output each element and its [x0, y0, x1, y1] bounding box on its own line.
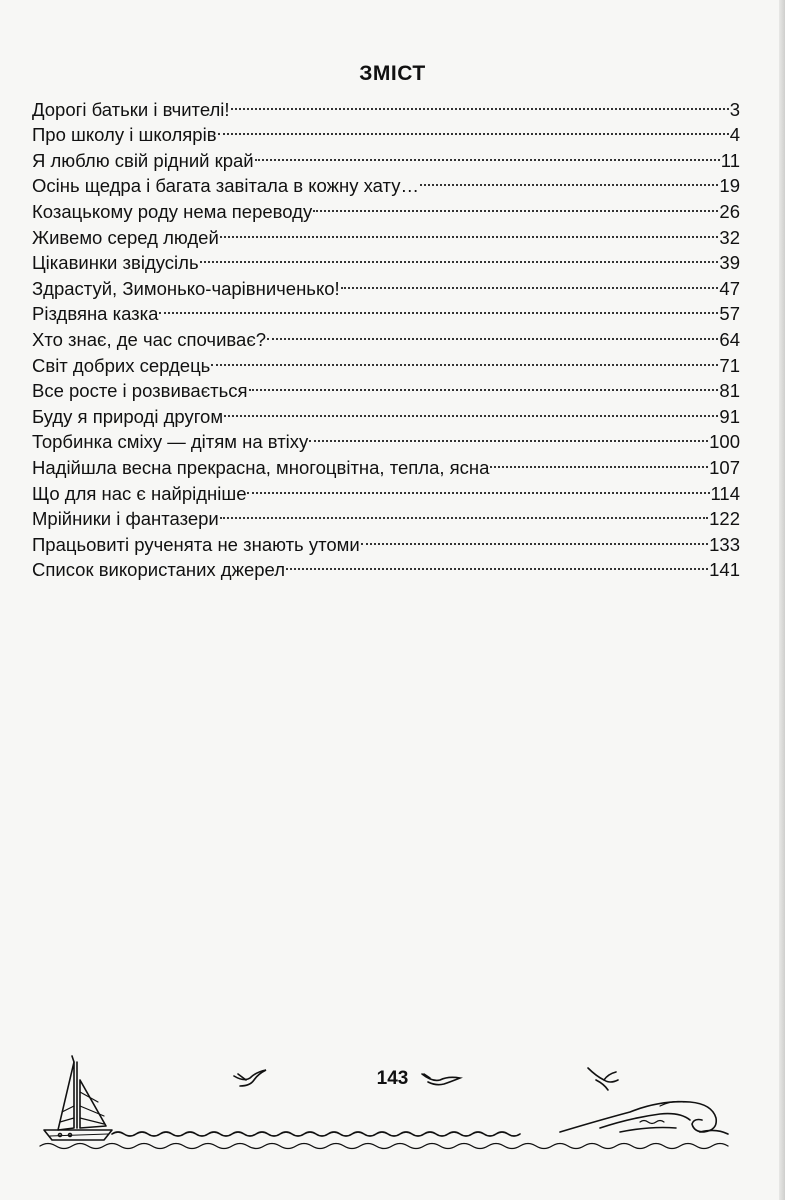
dot-leader [313, 192, 718, 218]
toc-entry-page: 107 [709, 456, 740, 478]
toc-entry-page: 57 [719, 303, 740, 325]
toc-entry-title: Козацькому роду нема переводу [32, 200, 313, 222]
dot-leader [220, 500, 708, 526]
toc-entry-page: 100 [709, 431, 740, 453]
page-number: 143 [376, 1068, 409, 1089]
toc-entry-title: Що для нас є найрідніше [32, 482, 247, 504]
toc-entry-title: Мрійники і фантазери [32, 508, 219, 530]
toc-entry-title: Список використаних джерел [32, 559, 286, 581]
toc-entry-page: 39 [719, 252, 740, 274]
page-edge-shadow [779, 0, 785, 1200]
dot-leader [247, 474, 709, 500]
toc-entry-title: Працьовиті рученята не знають утоми [32, 533, 360, 555]
toc-entry-page: 133 [709, 533, 740, 555]
toc-entry-title: Світ добрих сердець [32, 354, 211, 376]
toc-entry-page: 122 [709, 508, 740, 530]
toc-entry-title: Все росте і розвивається [32, 380, 248, 402]
dot-leader [224, 397, 718, 423]
toc-entry-title: Торбинка сміху — дітям на втіху [32, 431, 309, 453]
toc-entry [32, 90, 740, 120]
dot-leader [267, 320, 718, 346]
toc-entry-title: Буду я природі другом [32, 405, 224, 427]
dot-leader [231, 90, 729, 116]
toc-entry-page: 11 [720, 149, 740, 171]
toc-entry-page: 81 [719, 380, 740, 402]
dot-leader [420, 167, 718, 193]
toc-entry-title: Осінь щедра і багата завітала в кожну хату… [32, 175, 419, 197]
dot-leader [361, 525, 708, 551]
dot-leader [159, 295, 718, 321]
toc-entry-title: Здрастуй, Зимонько-чарівниченько! [32, 277, 340, 299]
toc-entry-page: 19 [719, 175, 740, 197]
toc-entry-title: Про школу і школярів [32, 124, 217, 146]
footer-illustration [0, 1040, 785, 1180]
toc-entry-title: Я люблю свій рідний край [32, 149, 254, 171]
toc-entry-title: Дорогі батьки і вчителі! [32, 98, 230, 120]
toc-entry-page: 91 [719, 405, 740, 427]
toc-entry-page: 141 [709, 559, 740, 581]
toc-entry-page: 32 [719, 226, 740, 248]
toc-entry-page: 26 [719, 200, 740, 222]
dot-leader [218, 116, 729, 142]
dot-leader [220, 218, 719, 244]
dot-leader [249, 372, 719, 398]
dot-leader [211, 346, 718, 372]
dot-leader [286, 551, 708, 577]
table-of-contents [32, 90, 740, 581]
toc-entry-page: 47 [719, 277, 740, 299]
toc-entry-page: 64 [719, 328, 740, 350]
toc-entry-page: 71 [719, 354, 740, 376]
dot-leader [309, 423, 708, 449]
toc-entry-title: Живемо серед людей [32, 226, 219, 248]
toc-entry-title: Хто знає, де час спочиває? [32, 328, 267, 350]
page-title: ЗМІСТ [359, 62, 426, 85]
dot-leader [341, 269, 719, 295]
toc-entry-page: 114 [710, 482, 740, 504]
dot-leader [255, 141, 720, 167]
waves-icon [40, 1102, 728, 1149]
toc-entry-page: 3 [729, 98, 740, 120]
dot-leader [490, 448, 708, 474]
toc-entry-title: Різдвяна казка [32, 303, 159, 325]
dot-leader [200, 244, 719, 270]
toc-entry-title: Надійшла весна прекрасна, многоцвітна, тепла, ясна [32, 456, 490, 478]
toc-entry-page: 4 [729, 124, 740, 146]
toc-entry-title: Цікавинки звідусіль [32, 252, 199, 274]
